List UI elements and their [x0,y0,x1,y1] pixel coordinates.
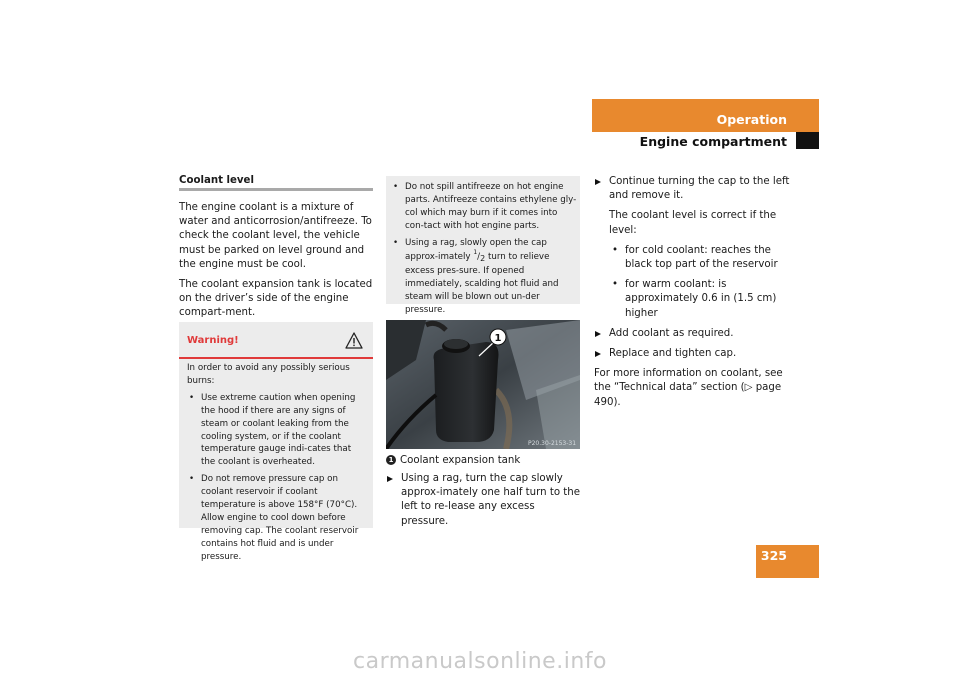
section-title: Engine compartment [639,134,787,149]
step-item: Using a rag, turn the cap slowly approx-imately one half turn to the left to re-lease any excess pressure. [386,472,580,529]
step-item: Replace and tighten cap. [594,347,794,361]
fraction-numerator: 1 [473,249,478,257]
level-condition-warm: • for warm coolant: is approximately 0.6 in (1.5 cm) higher [594,278,794,321]
engine-bay-illustration [386,320,580,449]
heading-rule [179,188,373,191]
location-paragraph: The coolant expansion tank is located on the driver’s side of the engine compart-ment. [179,279,373,319]
page-number: 325 [760,548,787,563]
warning-body [187,362,368,568]
caption-number-icon: 1 [386,455,396,465]
coolant-tank-photo [386,320,580,449]
correct-level-intro: The coolant level is correct if the level: [609,210,777,236]
level-condition-cold: • for cold coolant: reaches the black top part of the reservoir [594,244,794,272]
section-marker [796,132,819,149]
more-info-text [594,367,794,410]
bullet-text: Using a rag, slowly open the cap approx-imately [405,238,547,263]
page-reference-link[interactable]: page 490). [594,382,782,408]
bullet-text: turn to relieve excess pres-sure. If opened immediately, scalding hot fluid and steam will be blown out un-der pressure. [405,252,559,315]
page-reference-arrow-icon: ▷ [744,382,753,394]
fraction-denominator: 2 [480,254,486,264]
intro-paragraph: The engine coolant is a mixture of water and anticorrosion/antifreeze. To check the coolant level, the vehicle must be parked on level ground and the engine must be cool. [179,202,372,270]
warning-bullet: • Use extreme caution when opening the hood if there are any signs of steam or coolant leaking from the cooling system, or if the coolant temperature gauge indi-cates that the coolant is overheated. [187,392,368,469]
warning-bullet: • Do not spill antifreeze on hot engine parts. Antifreeze contains ethylene gly-col which may burn if it comes into con-tact with hot engine parts. [391,181,577,233]
chapter-title: Operation [716,112,787,127]
warning-intro: In order to avoid any possibly serious burns: [187,363,350,386]
warning-triangle-icon [345,332,363,349]
step-item: Add coolant as required. [594,327,794,341]
photo-caption [386,454,580,468]
warning-continued-body [391,181,577,321]
warning-rule [179,357,373,359]
watermark: carmanualsonline.info [353,649,607,674]
warning-bullet: • Using a rag, slowly open the cap approx-imately $^1$/2 turn to relieve excess pres-sure. If opened immediately, scalding hot fluid and steam will be blown out un-der pressure. [391,237,577,317]
warning-bullet: • Do not remove pressure cap on coolant reservoir if coolant temperature is above 158°F (70°C). Allow engine to cool down before removing cap. The coolant reservoir contains hot fluid and is under pressure. [187,473,368,563]
intro-text [179,201,373,327]
callout-number: 1 [494,333,502,344]
caption-text: Coolant expansion tank [400,455,521,466]
instructions-column [594,175,794,416]
info-text: For more information on coolant, see the “Technical data” section ( [594,368,783,394]
photo-reference-code: P20.30-2153-31 [528,440,577,447]
step-list [386,472,580,535]
warning-title: Warning! [187,335,239,346]
step-item: Continue turning the cap to the left and remove it. [594,175,794,203]
coolant-level-heading: Coolant level [179,175,254,186]
